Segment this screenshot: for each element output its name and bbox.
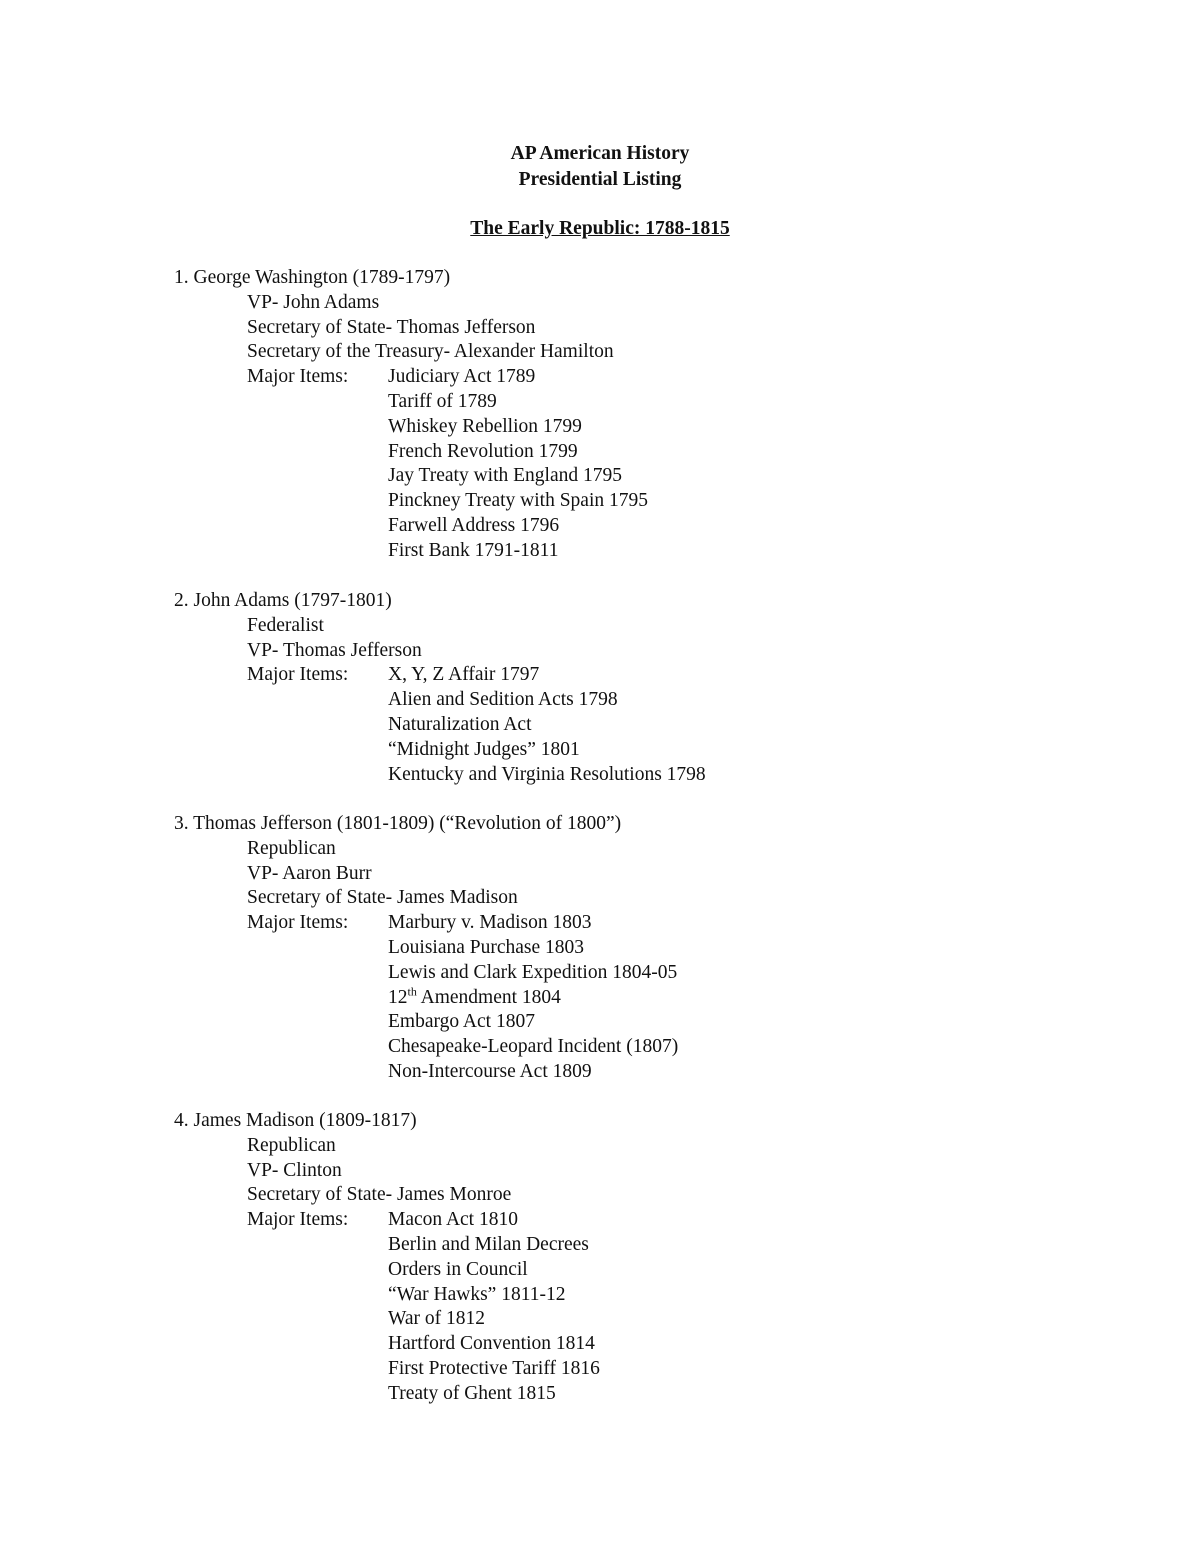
document-subtitle: Presidential Listing	[518, 169, 682, 190]
ordinal-number: 12	[388, 986, 408, 1008]
list-item-amendment	[388, 986, 1074, 1011]
major-items-label: Major Items:	[247, 1209, 349, 1231]
detail-line: Secretary of State- James Monroe	[247, 1184, 512, 1206]
list-item: Farwell Address 1796	[388, 514, 560, 536]
president-heading: 4. James Madison (1809-1817)	[174, 1110, 417, 1131]
detail-line: VP- John Adams	[247, 291, 380, 313]
major-items-list	[388, 365, 1074, 563]
list-item: Hartford Convention 1814	[388, 1333, 595, 1355]
president-heading: 1. George Washington (1789-1797)	[174, 267, 451, 288]
major-items	[174, 663, 1074, 787]
ordinal-suffix: th	[407, 984, 417, 999]
detail-line: VP- Aaron Burr	[247, 862, 372, 884]
major-items-label: Major Items:	[247, 664, 349, 686]
list-item: Kentucky and Virginia Resolutions 1798	[388, 763, 706, 785]
list-item: Louisiana Purchase 1803	[388, 936, 585, 958]
list-item: Embargo Act 1807	[388, 1011, 535, 1033]
major-items-label: Major Items:	[247, 912, 349, 934]
list-item: Naturalization Act	[388, 713, 532, 735]
list-item: Whiskey Rebellion 1799	[388, 415, 582, 437]
president-entry	[174, 589, 1074, 787]
president-entry	[174, 812, 1074, 1085]
detail-line: Secretary of the Treasury- Alexander Hamilton	[247, 341, 614, 363]
list-item: Alien and Sedition Acts 1798	[388, 689, 618, 711]
list-item: Judiciary Act 1789	[388, 366, 536, 388]
list-item: Lewis and Clark Expedition 1804-05	[388, 961, 678, 983]
section-title: The Early Republic: 1788-1815	[470, 218, 730, 239]
list-item: Macon Act 1810	[388, 1209, 518, 1231]
major-items	[174, 911, 1074, 1085]
list-item: Tariff of 1789	[388, 390, 497, 412]
detail-line: Federalist	[247, 614, 324, 636]
president-entry	[174, 1109, 1074, 1407]
document-title: AP American History	[510, 143, 690, 164]
major-items-list	[388, 1208, 1074, 1406]
major-items	[174, 1208, 1074, 1406]
list-item: X, Y, Z Affair 1797	[388, 664, 540, 686]
president-heading: 3. Thomas Jefferson (1801-1809) (“Revolution of 1800”)	[174, 813, 622, 834]
detail-line: VP- Thomas Jefferson	[247, 639, 422, 661]
major-items-list	[388, 663, 1074, 787]
major-items-label: Major Items:	[247, 366, 349, 388]
list-item: First Bank 1791-1811	[388, 539, 559, 561]
list-item: Berlin and Milan Decrees	[388, 1233, 589, 1255]
detail-line: Republican	[247, 1134, 336, 1156]
list-item: Chesapeake-Leopard Incident (1807)	[388, 1036, 679, 1058]
major-items-list	[388, 911, 1074, 1085]
list-item: Orders in Council	[388, 1258, 528, 1280]
list-item: “War Hawks” 1811-12	[388, 1283, 566, 1305]
detail-line: Secretary of State- Thomas Jefferson	[247, 316, 536, 338]
list-item: French Revolution 1799	[388, 440, 578, 462]
major-items	[174, 365, 1074, 563]
list-item: First Protective Tariff 1816	[388, 1357, 600, 1379]
president-heading: 2. John Adams (1797-1801)	[174, 590, 392, 611]
president-entry	[174, 266, 1074, 564]
list-item: “Midnight Judges” 1801	[388, 738, 580, 760]
amendment-text: Amendment 1804	[416, 986, 561, 1008]
list-item: Jay Treaty with England 1795	[388, 465, 622, 487]
detail-line: Secretary of State- James Madison	[247, 887, 518, 909]
list-item: Pinckney Treaty with Spain 1795	[388, 490, 649, 512]
list-item: War of 1812	[388, 1308, 485, 1330]
detail-line: Republican	[247, 837, 336, 859]
list-item: Treaty of Ghent 1815	[388, 1382, 556, 1404]
list-item: Marbury v. Madison 1803	[388, 912, 592, 934]
detail-line: VP- Clinton	[247, 1159, 342, 1181]
list-item: Non-Intercourse Act 1809	[388, 1060, 592, 1082]
